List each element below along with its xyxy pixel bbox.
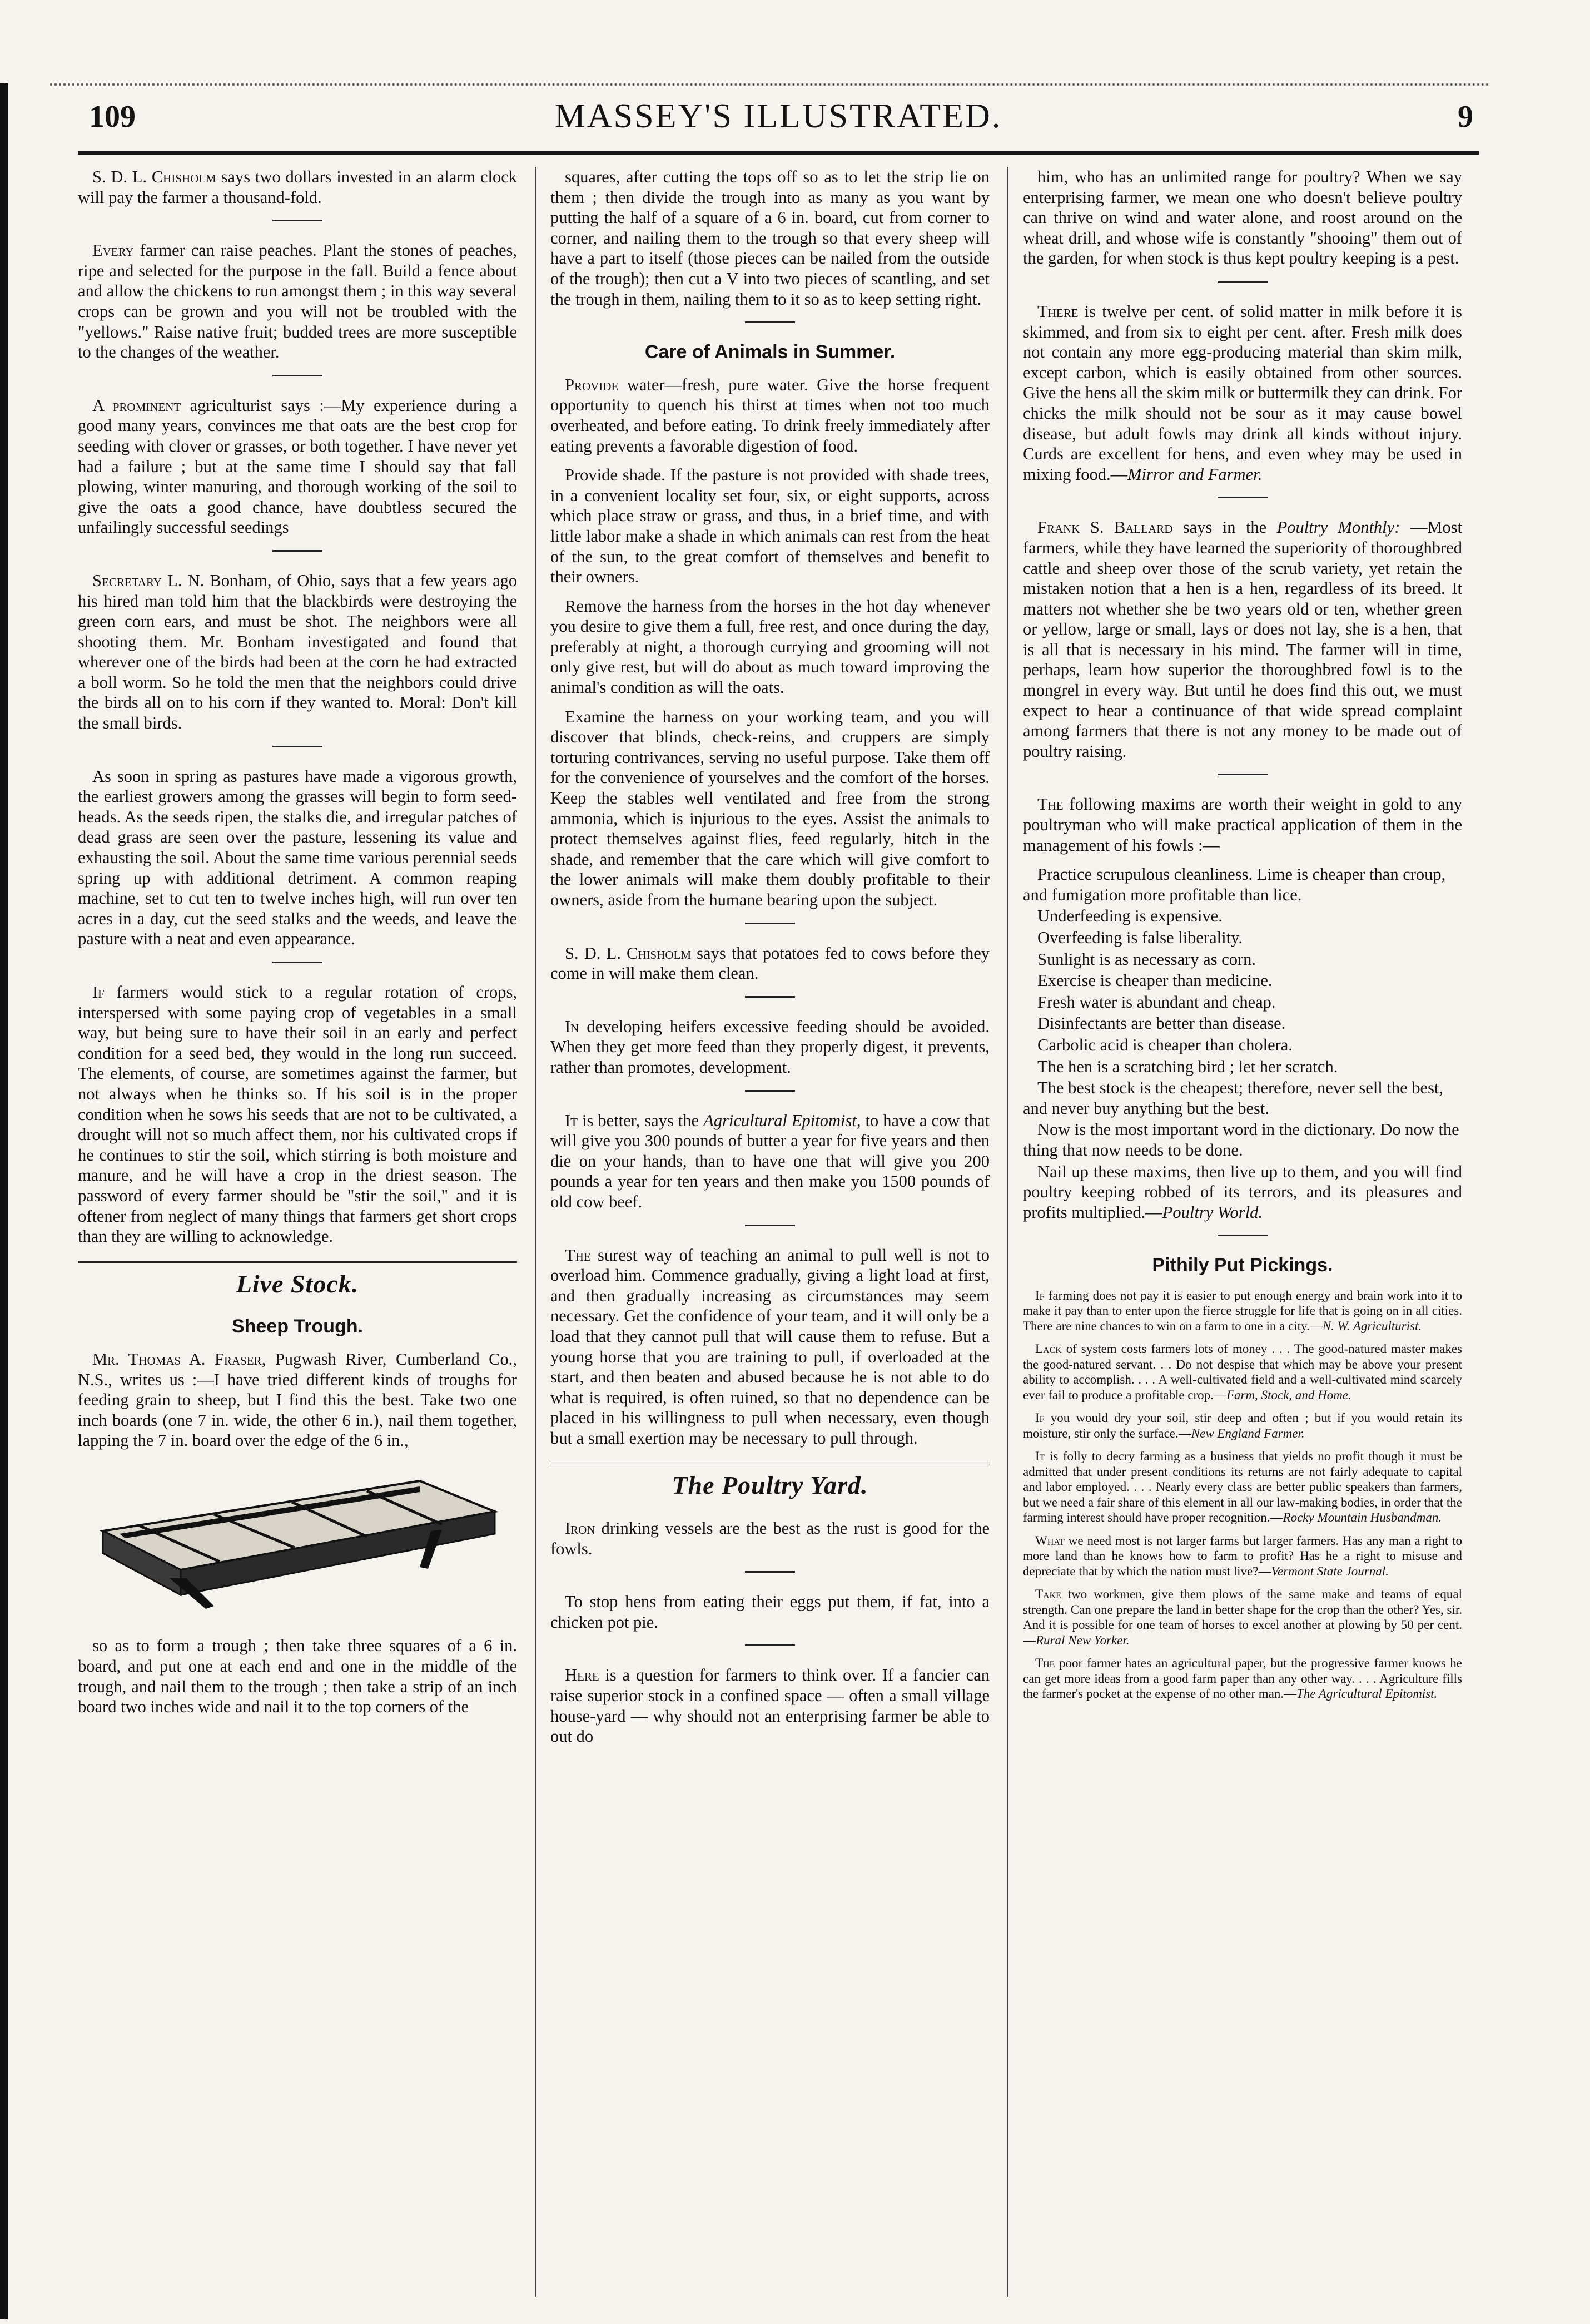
paragraph: Nail up these maxims, then live up to them, and you will find poultry keeping robbed of its terrors, and its pleasures and profits multiplied.—Poultry World. [1023,1162,1462,1222]
column-three [1023,167,1462,2302]
column-two [550,167,990,2302]
separator [272,746,322,747]
separator [1218,774,1268,775]
separator [745,1225,795,1226]
paragraph: Mr. Thomas A. Fraser, Pugwash River, Cumberland Co., N.S., writes us :—I have tried different kinds of troughs for feeding grain to sheep, but I find this the best. Take two one inch boards (one 7 in. wide, the other 6 in.), nail them together, lapping the 7 in. board over the edge of the 6 in., [78,1349,517,1450]
sheep-trough-drawing [86,1464,509,1614]
section-title-live-stock: Live Stock. [236,1269,359,1298]
maxim: Disinfectants are better than disease. [1037,1014,1286,1033]
paragraph: Provide shade. If the pasture is not provided with shade trees, in a convenient locality set four, six, or eight supports, across which place straw or grass, and thus, in a brief time, and with little labor make a shade in which animals can rest from the heat of the sun, to the great comfort of themselves and benefit to their owners. [550,465,990,587]
page-number-right: 9 [1458,100,1473,134]
paragraph: As soon in spring as pastures have made a vigorous growth, the earliest growers among the grasses will begin to form seed-heads. As the seeds ripen, the stalks die, and irregular patches of dead grass are seen over the pasture, lessening its value and exhausting the soil. About the same time various perennial seeds spring up with additional detriment. A common reaping machine, set to cut ten to twelve inches high, will run over ten acres in a day, cut the seed stalks and the weeds, and leave the pasture with a neat and even appearance. [78,766,517,949]
sheep-trough-illustration [78,1464,517,1619]
section-title-poultry-yard: The Poultry Yard. [672,1471,868,1500]
separator [272,375,322,376]
paragraph: S. D. L. Chisholm says that potatoes fed to cows before they come in will make them clean. [550,943,990,983]
running-header [78,95,1479,145]
paragraph: A prominent agriculturist says :—My experience during a good many years, convinces me that oats are the best crop for seeding with clover or grasses, or both together. I have never yet had a failure ; but at the same time I should say that fall plowing, winter manuring, and thorough working of the soil to give the oats a good chance, have doubtless secured the unfailingly successful seedings [78,395,517,537]
separator [745,1571,795,1573]
paragraph: Frank S. Ballard says in the Poultry Monthly: —Most farmers, while they have learned the superiority of thoroughbred cattle and sheep over those of the scrub variety, yet retain the mistaken notion that a hen is a hen, regardless of its breed. It matters not whether she be two years old or ten, whether green or yellow, large or small, lays or does not lay, she is a hen, that is all that is necessary in his mind. The farmer will in time, perhaps, learn how superior the thoroughbred fowl is to the mongrel in every way. But until he does find this out, we must expect to hear a continuance of that wide spread complaint among farmers that there is not any money to be made out of poultry raising. [1023,518,1462,761]
separator [745,996,795,998]
maxim: The best stock is the cheapest; therefore, never sell the best, and never buy anything but the best. [1023,1078,1444,1118]
column-one [78,167,517,2302]
paragraph: The following maxims are worth their weight in gold to any poultryman who will make practical application of them in the management of his fowls :— [1023,795,1462,855]
page-number-left: 109 [89,100,136,134]
paragraph: It is better, says the Agricultural Epitomist, to have a cow that will give you 300 pounds of butter a year for five years and then die on your hands, than to have one that will give you 200 pounds a year for ten years and then make you 1500 pounds of old cow beef. [550,1111,990,1211]
picking-item: If farming does not pay it is easier to put enough energy and brain work into it to make it pay than to enter upon the fierce struggle for life that is going on in all cities. There are nine chances to win on a farm to one in a city.—N. W. Agriculturist. [1023,1288,1462,1333]
paragraph: There is twelve per cent. of solid matter in milk before it is skimmed, and from six to eight per cent. after. Fresh milk does not contain any more egg-producing material than skim milk, except carbon, which is easily obtained from other sources. Give the hens all the skim milk or buttermilk they can drink. For chicks the milk should not be sour as it may cause bowel disease, but adult fowls may drink all kinds without injury. Curds are excellent for hens, and even whey may be used in mixing food.—Mirror and Farmer. [1023,301,1462,484]
paragraph: The surest way of teaching an animal to pull well is not to overload him. Commence gradually, giving a light load at first, and then gradually increasing as circumstances may seem necessary. Get the confidence of your team, and it will only be a load that they cannot pull that will cause them to refuse. But a young horse that you are training to pull, if overloaded at the start, and then beaten and abused because he is not able to do what is required, is often ruined, so that no dependence can be placed in his willingness to pull when necessary, even though but a small exertion may be necessary to pull through. [550,1245,990,1448]
paragraph: squares, after cutting the tops off so as to let the strip lie on them ; then divide the trough into as many as you want by putting the half of a square of a 6 in. board, cut from corner to corner, and nailing them to the trough so that every sheep will have a part to itself (those pieces can be nailed from the outside of the trough); then cut a V into two pieces of scantling, and set the trough in them, nailing them to it so as to keep setting right. [550,167,990,309]
maxim: Fresh water is abundant and cheap. [1037,992,1276,1012]
picking-item: The poor farmer hates an agricultural paper, but the progressive farmer knows he can get more ideas from a good farm paper than any other way. . . . Agriculture fills the farmer's pocket at the expense of no other man.—The Agricultural Epitomist. [1023,1656,1462,1701]
picking-item: It is folly to decry farming as a business that yields no profit though it must be admitted that under present conditions its returns are not fairly adequate to capital and labor employed. . . . Nearly every class are better public speakers than farmers, but we need a fair share of this element in all our law-making bodies, in order that the farming interest should have proper recognition.—Rocky Mountain Husbandman. [1023,1449,1462,1525]
paragraph: him, who has an unlimited range for poultry? When we say enterprising farmer, we mean one who doesn't believe poultry can thrive on wind and water alone, and roost around on the wheat drill, and whose wife is constantly "shooing" them out of the garden, for when stock is thus kept poultry keeping is a pest. [1023,167,1462,268]
picking-item: What we need most is not larger farms but larger farmers. Has any man a right to more land than he knows how to farm to profit? Has he a right to misuse and depreciate that by which the nation must live?—Vermont State Journal. [1023,1533,1462,1578]
separator [272,220,322,221]
maxim: Exercise is cheaper than medicine. [1037,971,1273,990]
maxim: Overfeeding is false liberality. [1037,928,1243,947]
paragraph: so as to form a trough ; then take three squares of a 6 in. board, and put one at each end and one in the middle of the trough, and nail them to the trough ; then take a strip of an inch board two inches wide and nail it to the top corners of the [78,1636,517,1717]
separator [745,321,795,323]
picking-item: If you would dry your soil, stir deep and often ; but if you would retain its moisture, stir only the surface.—New England Farmer. [1023,1411,1462,1440]
article-heading-care-of-animals: Care of Animals in Summer. [644,341,896,363]
paragraph: Secretary L. N. Bonham, of Ohio, says that a few years ago his hired man told him that the blackbirds were destroying the green corn ears, and must be shot. The neighbors were all shooting them. Mr. Bonham investigated and found that wherever one of the birds had been at the corn he had extracted a boll worm. So he told the men that the neighbors could drive the birds all on to his corn if they wanted to. Moral: Don't kill the small birds. [78,571,517,733]
paragraph: Every farmer can raise peaches. Plant the stones of peaches, ripe and selected for the purpose in the fall. Build a fence about and allow the chickens to run amongst them ; in this way several crops can be grown and you will not be troubled with the "yellows." Raise native fruit; budded trees are more susceptible to the changes of the weather. [78,241,517,362]
paragraph: Here is a question for farmers to think over. If a fancier can raise superior stock in a confined space — often a small village house-yard — why should not an enterprising farmer be able to out do [550,1666,990,1746]
section-rule [78,1261,517,1263]
separator [745,1644,795,1646]
paragraph: In developing heifers excessive feeding should be avoided. When they get more feed than they properly digest, it prevents, rather than promotes, development. [550,1017,990,1077]
top-border-dots [50,83,1490,86]
maxims-list [1023,864,1462,1160]
maxim: Sunlight is as necessary as corn. [1037,949,1256,969]
picking-item: Lack of system costs farmers lots of money . . . The good-natured master makes the good-natured servant. . . Do not despise that which may be above your present ability to accomplish. . . . A well-cultivated field and a well-cultivated mind scarcely ever fail to produce a profitable crop.—Farm, Stock, and Home. [1023,1342,1462,1402]
left-margin-rule [0,83,8,2319]
separator [1218,497,1268,498]
maxim: Now is the most important word in the dictionary. Do now the thing that now needs to be done. [1023,1120,1459,1159]
paragraph: If farmers would stick to a regular rotation of crops, interspersed with some paying crop of vegetables in a small way, but being sure to have their soil in an early and perfect condition for a seed bed, they would in the long run succeed. The elements, of course, are sometimes against the farmer, but not always when he thinks so. If his soil is in the proper condition when he sows his seeds that are not to be cultivated, a drought will not so much affect them, nor his cultivated crops if he continues to stir the soil, which stirring is both moisture and manure, and he will have a crop in the driest season. The password of every farmer should be "stir the soil," and it is oftener from neglect of many things that farmers get short crops than they are willing to acknowledge. [78,983,517,1246]
paragraph: Examine the harness on your working team, and you will discover that blinds, check-reins, and cruppers are simply torturing contrivances, serving no useful purpose. Take them off for the convenience of yourselves and the comfort of the horses. Keep the stables well ventilated and free from the strong ammonia, which is injurious to the eyes. Assist the animals to protect themselves against flies, feed regularly, hitch in the shade, and remember that the care which will give comfort to the lower animals will make them doubly profitable to their owners, aside from the humane bearing upon the subject. [550,707,990,909]
separator [272,550,322,552]
masthead-title: MASSEY'S ILLUSTRATED. [554,97,1002,135]
section-rule [550,1463,990,1464]
maxim: Underfeeding is expensive. [1037,906,1223,926]
separator [1218,281,1268,283]
column-divider [535,167,536,2297]
article-heading-sheep-trough: Sheep Trough. [231,1316,364,1337]
separator [1218,1235,1268,1236]
paragraph: Provide water—fresh, pure water. Give the horse frequent opportunity to quench his thirst at times when not too much overheated, and before eating. To drink freely immediately after eating prevents a favorable digestion of food. [550,375,990,455]
column-divider [1007,167,1008,2297]
paragraph: Iron drinking vessels are the best as the rust is good for the fowls. [550,1519,990,1558]
header-rule [78,151,1479,155]
article-heading-pithily-put-pickings: Pithily Put Pickings. [1152,1255,1333,1276]
paragraph: To stop hens from eating their eggs put them, if fat, into a chicken pot pie. [550,1592,990,1632]
separator [272,962,322,963]
maxim: Practice scrupulous cleanliness. Lime is cheaper than croup, and fumigation more profitable than lice. [1023,865,1446,904]
paragraph: Remove the harness from the horses in the hot day whenever you desire to give them a full, free rest, and once during the day, preferably at night, a thorough currying and grooming will not only give rest, but will do about as much toward improving the animal's condition as will the oats. [550,596,990,697]
picking-item: Take two workmen, give them plows of the same make and teams of equal strength. Can one prepare the land in better shape for the crop than the other? Yes, sir. And it is possible for one team of horses to excel another at plowing by 50 per cent.—Rural New Yorker. [1023,1587,1462,1647]
paragraph: S. D. L. Chisholm says two dollars invested in an alarm clock will pay the farmer a thousand-fold. [78,167,517,207]
maxim: The hen is a scratching bird ; let her scratch. [1037,1057,1338,1076]
separator [745,923,795,924]
separator [745,1090,795,1092]
maxim: Carbolic acid is cheaper than cholera. [1037,1035,1293,1054]
